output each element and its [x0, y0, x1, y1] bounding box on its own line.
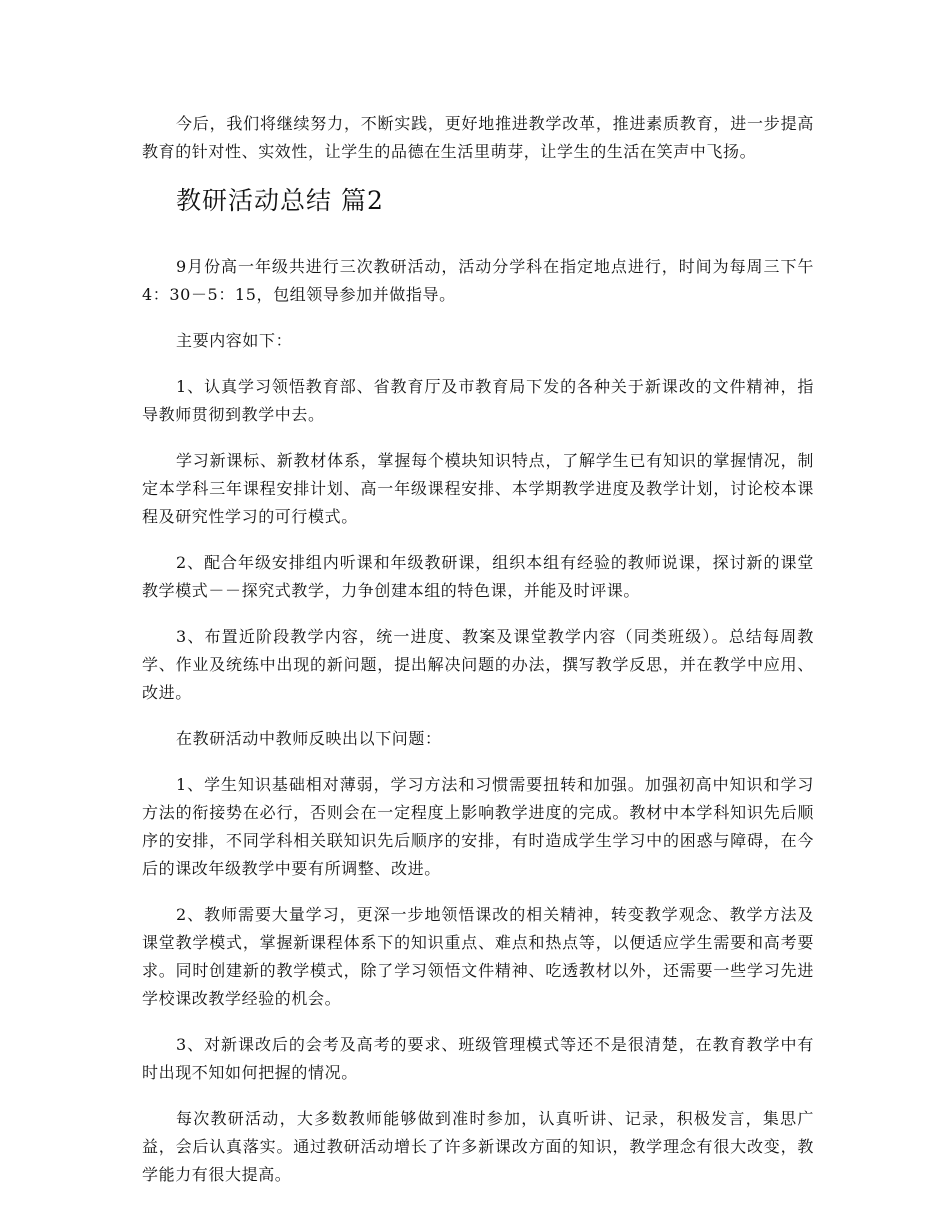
paragraph-schedule: 9月份高一年级共进行三次教研活动，活动分学科在指定地点进行，时间为每周三下午4：30－5：15，包组领导参加并做指导。 — [142, 257, 814, 304]
paragraph-item-teaching-content: 3、布置近阶段教学内容，统一进度、教案及课堂教学内容（同类班级）。总结每周教学、作业及统练中出现的新问题，提出解决问题的办法，撰写教学反思，并在教学中应用、改进。 — [142, 627, 814, 702]
paragraph-problems-label: 在教研活动中教师反映出以下问题： — [176, 729, 442, 748]
intro-paragraph: 今后，我们将继续努力，不断实践，更好地推进教学改革，推进素质教育，进一步提高教育的针对性、实效性，让学生的品德在生活里萌芽，让学生的生活在笑声中飞扬。 — [142, 114, 814, 161]
section-title: 教研活动总结 篇2 — [176, 186, 384, 215]
paragraph-main-content-label: 主要内容如下： — [176, 331, 293, 350]
paragraph-study-curriculum: 学习新课标、新教材体系，掌握每个模块知识特点，了解学生已有知识的掌握情况，制定本学科三年课程安排计划、高一年级课程安排、本学期教学进度及教学计划，讨论校本课程及研究性学习的可行模式。 — [142, 451, 814, 526]
paragraph-item-lesson-observation: 2、配合年级安排组内听课和年级教研课，组织本组有经验的教师说课，探讨新的课堂教学模式－－探究式教学，力争创建本组的特色课，并能及时评课。 — [142, 553, 814, 600]
paragraph-problem-exam-requirements: 3、对新课改后的会考及高考的要求、班级管理模式等还不是很清楚，在教育教学中有时出现不知如何把握的情况。 — [142, 1035, 814, 1082]
document-body — [142, 110, 814, 1207]
paragraph-problem-student-foundation: 1、学生知识基础相对薄弱，学习方法和习惯需要扭转和加强。加强初高中知识和学习方法的衔接势在必行，否则会在一定程度上影响教学进度的完成。教材中本学科知识先后顺序的安排，不同学科相关联知识先后顺序的安排，有时造成学生学习中的困惑与障碍，在今后的课改年级教学中要有所调整、改进。 — [142, 775, 814, 878]
paragraph-problem-teacher-learning: 2、教师需要大量学习，更深一步地领悟课改的相关精神，转变教学观念、教学方法及课堂教学模式，掌握新课程体系下的知识重点、难点和热点等，以便适应学生需要和高考要求。同时创建新的教学模式，除了学习领悟文件精神、吃透教材以外，还需要一些学习先进学校课改教学经验的机会。 — [142, 905, 814, 1008]
paragraph-item-study-documents: 1、认真学习领悟教育部、省教育厅及市教育局下发的各种关于新课改的文件精神，指导教师贯彻到教学中去。 — [142, 377, 814, 424]
paragraph-summary: 每次教研活动，大多数教师能够做到准时参加，认真听讲、记录，积极发言，集思广益，会后认真落实。通过教研活动增长了许多新课改方面的知识，教学理念有很大改变，教学能力有很大提高。 — [142, 1109, 814, 1184]
